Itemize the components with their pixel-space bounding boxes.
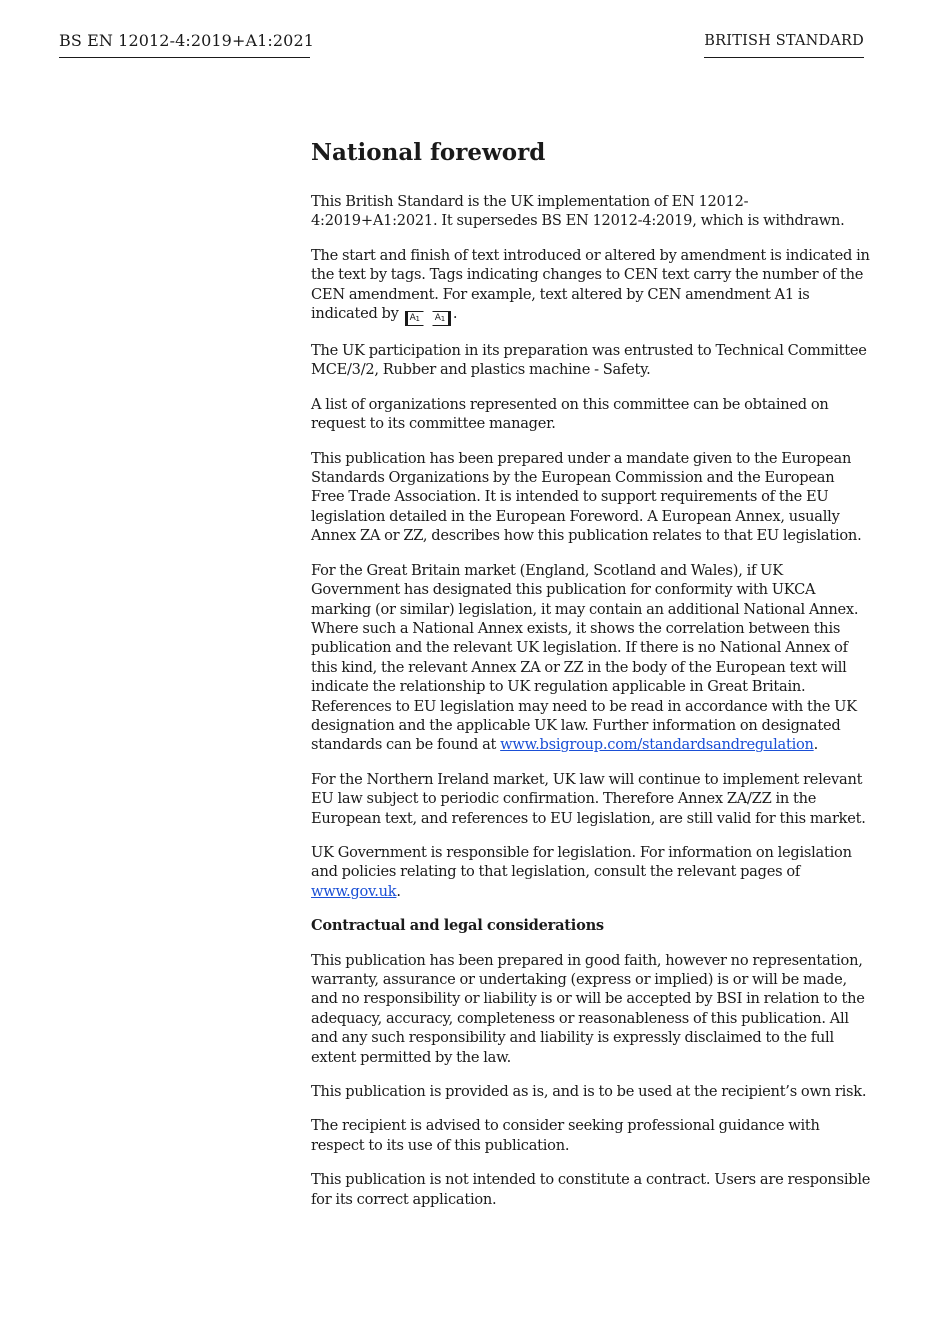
paragraph-good-faith: This publication has been prepared in good faith, however no representation, warranty, assurance or undertaking (express or implied) is or will be made, and no responsibility or liability is or will be accepted by BSI in relation to the adequacy, accuracy, completeness or reasonableness of this publication. All and any such responsibility and liability is expressly disclaimed to the full extent permitted by the law. bbox=[311, 951, 865, 1066]
great-britain-text: For the Great Britain market (England, Scotland and Wales), if UK Government has designated this publication for conformity with UKCA marking (or similar) legislation, it may contain an additional National Annex. Where such a National Annex exists, it shows the correlation between this publication and the relevant UK legislation. If there is no National Annex of this kind, the relevant Annex ZA or ZZ in the body of the European text will indicate the relationship to UK regulation applicable in Great Britain. References to EU legislation may need to be read in accordance with the UK designation and the applicable UK law. Further information on designated standards can be found at bbox=[311, 561, 859, 754]
paragraph-committee: The UK participation in its preparation was entrusted to Technical Committee MCE/3/2, Rubber and plastics machine - Safety. bbox=[311, 342, 867, 379]
gov-uk-link[interactable]: www.gov.uk bbox=[311, 882, 397, 900]
paragraph-northern-ireland: For the Northern Ireland market, UK law will continue to implement relevant EU law subject to periodic confirmation. Therefore Annex ZA/ZZ in the European text, and references to EU legislation, are still valid for this market. bbox=[311, 770, 866, 827]
paragraph-amendment-tags: The start and finish of text introduced or altered by amendment is indicated in the text by tags. Tags indicating changes to CEN text carry the number of the CEN amendment. For example, text altered by CEN amendment A1 is indicated by $A_1$ $A_1$ . bbox=[311, 246, 871, 326]
uk-government-text: UK Government is responsible for legislation. For information on legislation and policies relating to that legislation, consult the relevant pages of bbox=[311, 843, 852, 881]
paragraph-mandate: This publication has been prepared under a mandate given to the European Standards Organizations by the European Commission and the European Free Trade Association. It is intended to support requirements of the EU legislation detailed in the European Foreword. A European Annex, usually Annex ZA or ZZ, describes how this publication relates to that EU legislation. bbox=[311, 449, 862, 545]
foreword-content bbox=[311, 138, 871, 1224]
paragraph-own-risk: This publication is provided as is, and is to be used at the recipient’s own risk. bbox=[311, 1083, 867, 1101]
header-standard-type: BRITISH STANDARD bbox=[704, 29, 864, 58]
subheading-contractual: Contractual and legal considerations bbox=[311, 917, 604, 935]
amendment-tags-text: The start and finish of text introduced or altered by amendment is indicated in the text by tags. Tags indicating changes to CEN text carry the number of the CEN amendment. For example, text altered by CEN amendment A1 is indicated by bbox=[311, 246, 870, 323]
paragraph-uk-government: UK Government is responsible for legislation. For information on legislation and policies relating to that legislation, consult the relevant pages of www.gov.uk. bbox=[311, 843, 852, 900]
paragraph-great-britain: For the Great Britain market (England, Scotland and Wales), if UK Government has designated this publication for conformity with UKCA marking (or similar) legislation, it may contain an additional National Annex. Where such a National Annex exists, it shows the correlation between this publication and the relevant UK legislation. If there is no National Annex of this kind, the relevant Annex ZA or ZZ in the body of the European text will indicate the relationship to UK regulation applicable in Great Britain. References to EU legislation may need to be read in accordance with the UK designation and the applicable UK law. Further information on designated standards can be found at www.bsigroup.com/standardsandregulation. bbox=[311, 561, 859, 754]
paragraph-not-contract: This publication is not intended to constitute a contract. Users are responsible for its correct application. bbox=[311, 1171, 871, 1208]
paragraph-professional-guidance: The recipient is advised to consider seeking professional guidance with respect to its use of this publication. bbox=[311, 1117, 820, 1154]
header-document-number: BS EN 12012-4:2019+A1:2021 bbox=[59, 29, 310, 58]
amendment-end-tag-icon: $A_1$ bbox=[432, 311, 451, 326]
page-title: National foreword bbox=[311, 139, 546, 166]
bsigroup-link[interactable]: www.bsigroup.com/standardsandregulation bbox=[500, 736, 814, 754]
paragraph-implementation: This British Standard is the UK implementation of EN 12012-4:2019+A1:2021. It supersedes BS EN 12012-4:2019, which is withdrawn. bbox=[311, 193, 845, 230]
amendment-start-tag-icon: $A_1$ bbox=[405, 311, 424, 326]
paragraph-organizations: A list of organizations represented on this committee can be obtained on request to its committee manager. bbox=[311, 395, 829, 433]
